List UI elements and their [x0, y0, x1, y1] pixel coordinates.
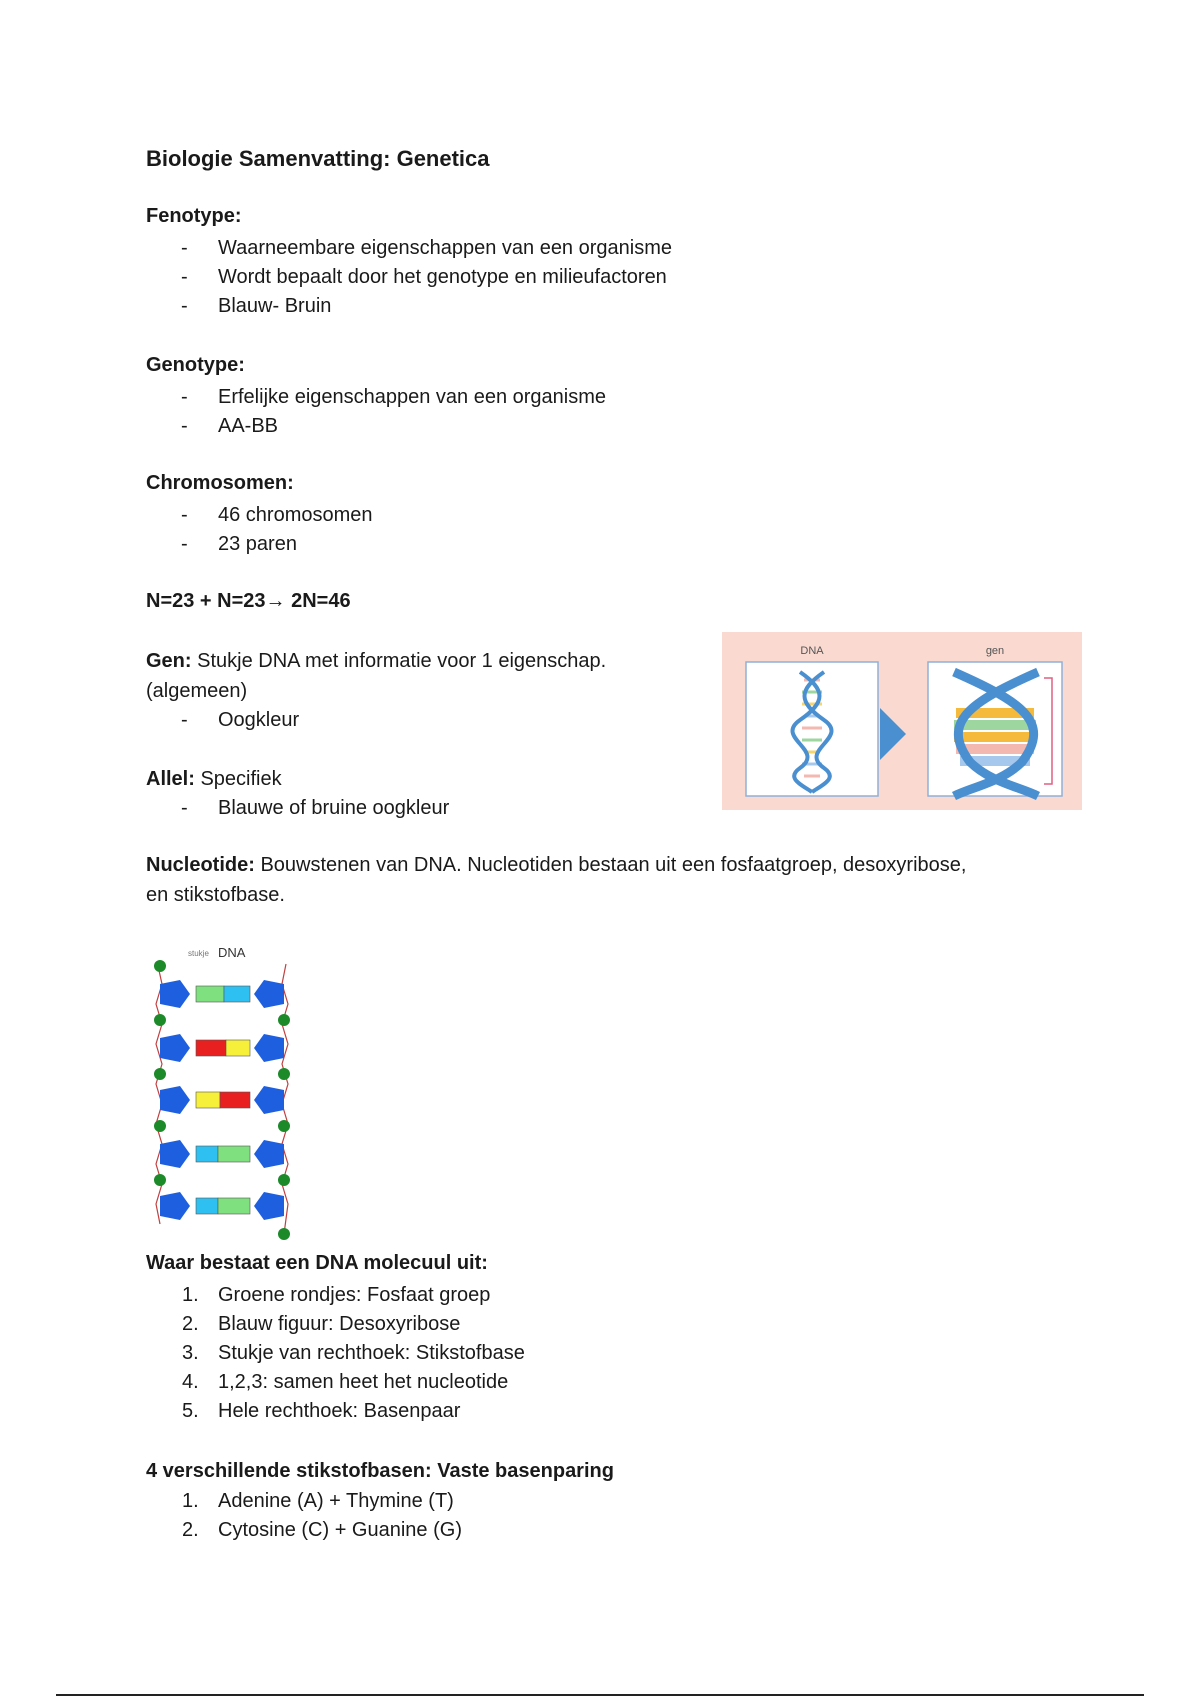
phosphate-circle — [154, 1068, 166, 1080]
dna-segment-label: DNA — [218, 945, 246, 960]
phosphate-circle — [154, 960, 166, 972]
list-item: - Blauwe of bruine oogkleur — [181, 797, 450, 819]
list-item: - AA-BB — [181, 415, 279, 437]
desoxyribose-pentagon — [254, 980, 284, 1008]
chromosomen-heading: Chromosomen: — [146, 472, 294, 494]
molecule-list — [146, 1281, 525, 1426]
fenotype-heading: Fenotype: — [146, 205, 242, 227]
page-bottom-rule — [56, 1694, 1144, 1696]
list-item: - 23 paren — [181, 533, 297, 555]
fenotype-list — [146, 234, 672, 321]
gen-list — [146, 706, 606, 735]
list-item: - Waarneembare eigenschappen van een organisme — [181, 237, 672, 259]
genotype-list — [146, 383, 606, 441]
list-item: 5. Hele rechthoek: Basenpaar — [182, 1400, 461, 1422]
dna-segment-small-label: stukje — [188, 949, 209, 958]
section-gen — [146, 646, 606, 735]
list-item: - 46 chromosomen — [181, 504, 373, 526]
chromosomen-list — [146, 501, 373, 559]
section-molecule — [146, 1252, 525, 1426]
phosphate-circle — [154, 1120, 166, 1132]
phosphate-circle — [278, 1068, 290, 1080]
section-chromosomen — [146, 472, 373, 559]
list-item: 3. Stukje van rechthoek: Stikstofbase — [182, 1342, 525, 1364]
section-bases — [146, 1460, 614, 1545]
list-item: 1. Groene rondjes: Fosfaat groep — [182, 1284, 491, 1306]
list-item: 2. Blauw figuur: Desoxyribose — [182, 1313, 461, 1335]
list-item: 4. 1,2,3: samen heet het nucleotide — [182, 1371, 509, 1393]
genotype-heading: Genotype: — [146, 354, 245, 376]
desoxyribose-pentagon — [160, 1034, 190, 1062]
list-item: - Oogkleur — [181, 709, 300, 731]
gen-definition: Gen: Stukje DNA met informatie voor 1 eigenschap. — [146, 650, 607, 672]
dna-segment-figure — [146, 944, 298, 1244]
list-item: - Wordt bepaalt door het genotype en milieufactoren — [181, 266, 667, 288]
phosphate-circle — [278, 1120, 290, 1132]
list-item: - Blauw- Bruin — [181, 295, 332, 317]
desoxyribose-pentagon — [254, 1140, 284, 1168]
section-genotype — [146, 354, 606, 441]
phosphate-circle — [278, 1014, 290, 1026]
phosphate-circle — [278, 1228, 290, 1240]
phosphate-circle — [278, 1174, 290, 1186]
allel-list — [146, 794, 449, 823]
bases-heading: 4 verschillende stikstofbasen: Vaste basenparing — [146, 1460, 614, 1482]
molecule-heading: Waar bestaat een DNA molecuul uit: — [146, 1252, 488, 1274]
desoxyribose-pentagon — [254, 1086, 284, 1114]
nucleotide-definition: Nucleotide: Bouwstenen van DNA. Nucleotiden bestaan uit een fosfaatgroep, desoxyribose, — [146, 854, 967, 876]
page-title: Biologie Samenvatting: Genetica — [146, 146, 490, 171]
chromosome-formula: N=23 + N=23→ 2N=46 — [146, 590, 351, 612]
desoxyribose-pentagon — [160, 1140, 190, 1168]
dna-gen-figure — [722, 632, 1082, 810]
nucleotide-definition-cont: en stikstofbase. — [146, 884, 285, 906]
gen-label: gen — [985, 645, 1005, 657]
section-nucleotide — [146, 850, 1086, 910]
list-item: - Erfelijke eigenschappen van een organisme — [181, 386, 607, 408]
gen-definition-note: (algemeen) — [146, 680, 248, 702]
desoxyribose-pentagon — [160, 980, 190, 1008]
phosphate-circle — [154, 1014, 166, 1026]
bases-list — [146, 1487, 614, 1545]
desoxyribose-pentagon — [254, 1034, 284, 1062]
desoxyribose-pentagon — [160, 1192, 190, 1220]
allel-definition: Allel: Specifiek — [146, 768, 282, 790]
desoxyribose-pentagon — [254, 1192, 284, 1220]
section-fenotype — [146, 205, 672, 321]
list-item: 2. Cytosine (C) + Guanine (G) — [182, 1519, 462, 1541]
section-allel — [146, 764, 449, 823]
dna-label: DNA — [800, 645, 824, 657]
list-item: 1. Adenine (A) + Thymine (T) — [182, 1490, 454, 1512]
desoxyribose-pentagon — [160, 1086, 190, 1114]
phosphate-circle — [154, 1174, 166, 1186]
